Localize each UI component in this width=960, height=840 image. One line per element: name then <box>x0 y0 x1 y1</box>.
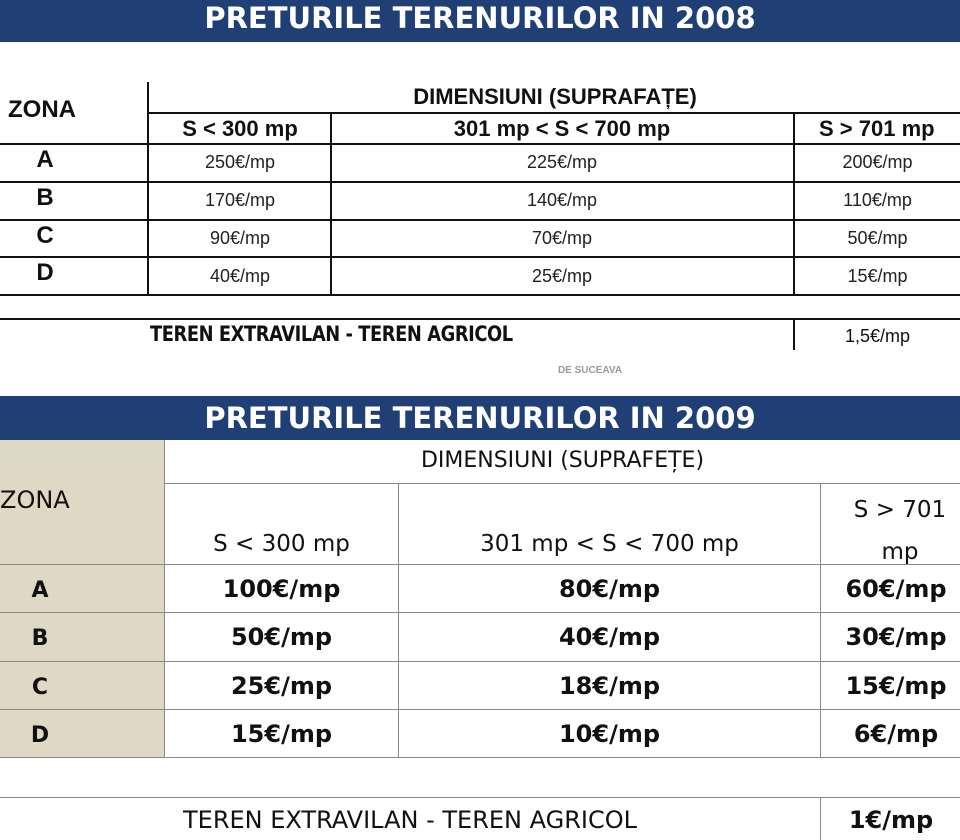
zone-label: B <box>31 626 49 651</box>
price-cell: 15€/mp <box>847 266 908 286</box>
agricultural-land-label: TEREN EXTRAVILAN - TEREN AGRICOL <box>150 322 513 346</box>
price-cell: 18€/mp <box>558 672 661 700</box>
price-cell: 50€/mp <box>230 623 333 651</box>
zone-label: B <box>36 184 54 211</box>
price-cell: 70€/mp <box>531 228 593 248</box>
price-cell: 25€/mp <box>531 266 593 286</box>
price-cell: 15€/mp <box>845 672 947 700</box>
watermark: DE SUCEAVA <box>557 365 623 376</box>
price-cell: 170€/mp <box>204 190 276 210</box>
column-header-large: S > 701 mp <box>853 497 947 565</box>
price-cell: 140€/mp <box>526 190 598 210</box>
price-cell: 200€/mp <box>842 152 913 172</box>
zone-label: C <box>36 222 54 249</box>
zone-label: A <box>31 578 49 603</box>
title-banner-2009: PRETURILE TERENURILOR IN 2009 <box>0 396 960 440</box>
price-cell: 30€/mp <box>845 623 947 651</box>
price-cell: 40€/mp <box>209 266 271 286</box>
column-header-small: S < 300 mp <box>213 531 350 557</box>
dimensions-header: DIMENSIUNI (SUPRAFEȚE) <box>420 448 705 473</box>
column-header-medium: 301 mp < S < 700 mp <box>480 531 739 557</box>
dimensions-header: DIMENSIUNI (SUPRAFAȚE) <box>413 84 697 109</box>
price-cell: 10€/mp <box>558 720 661 748</box>
agricultural-land-price: 1,5€/mp <box>844 326 911 346</box>
price-cell: 80€/mp <box>558 575 661 603</box>
column-header-small: S < 300 mp <box>182 116 298 141</box>
price-cell: 15€/mp <box>230 720 333 748</box>
price-cell: 60€/mp <box>845 575 947 603</box>
agricultural-land-price: 1€/mp <box>848 806 934 834</box>
zone-label: A <box>36 146 54 173</box>
price-cell: 25€/mp <box>230 672 333 700</box>
price-cell: 225€/mp <box>526 152 598 172</box>
column-header-large: S > 701 mp <box>819 116 935 141</box>
price-cell: 40€/mp <box>558 623 661 651</box>
column-header-medium: 301 mp < S < 700 mp <box>453 116 671 141</box>
price-cell: 250€/mp <box>204 152 276 172</box>
price-cell: 50€/mp <box>847 228 908 248</box>
zone-header: ZONA <box>8 96 76 123</box>
zone-label: D <box>30 723 50 748</box>
zone-header: ZONA <box>0 486 70 514</box>
price-cell: 110€/mp <box>843 190 912 210</box>
title-banner-2008: PRETURILE TERENURILOR IN 2008 <box>0 0 960 42</box>
agricultural-land-label: TEREN EXTRAVILAN - TEREN AGRICOL <box>183 806 637 834</box>
price-cell: 6€/mp <box>853 720 939 748</box>
zone-label: C <box>31 675 49 700</box>
price-cell: 90€/mp <box>209 228 271 248</box>
price-cell: 100€/mp <box>222 575 341 603</box>
zone-label: D <box>36 259 54 286</box>
